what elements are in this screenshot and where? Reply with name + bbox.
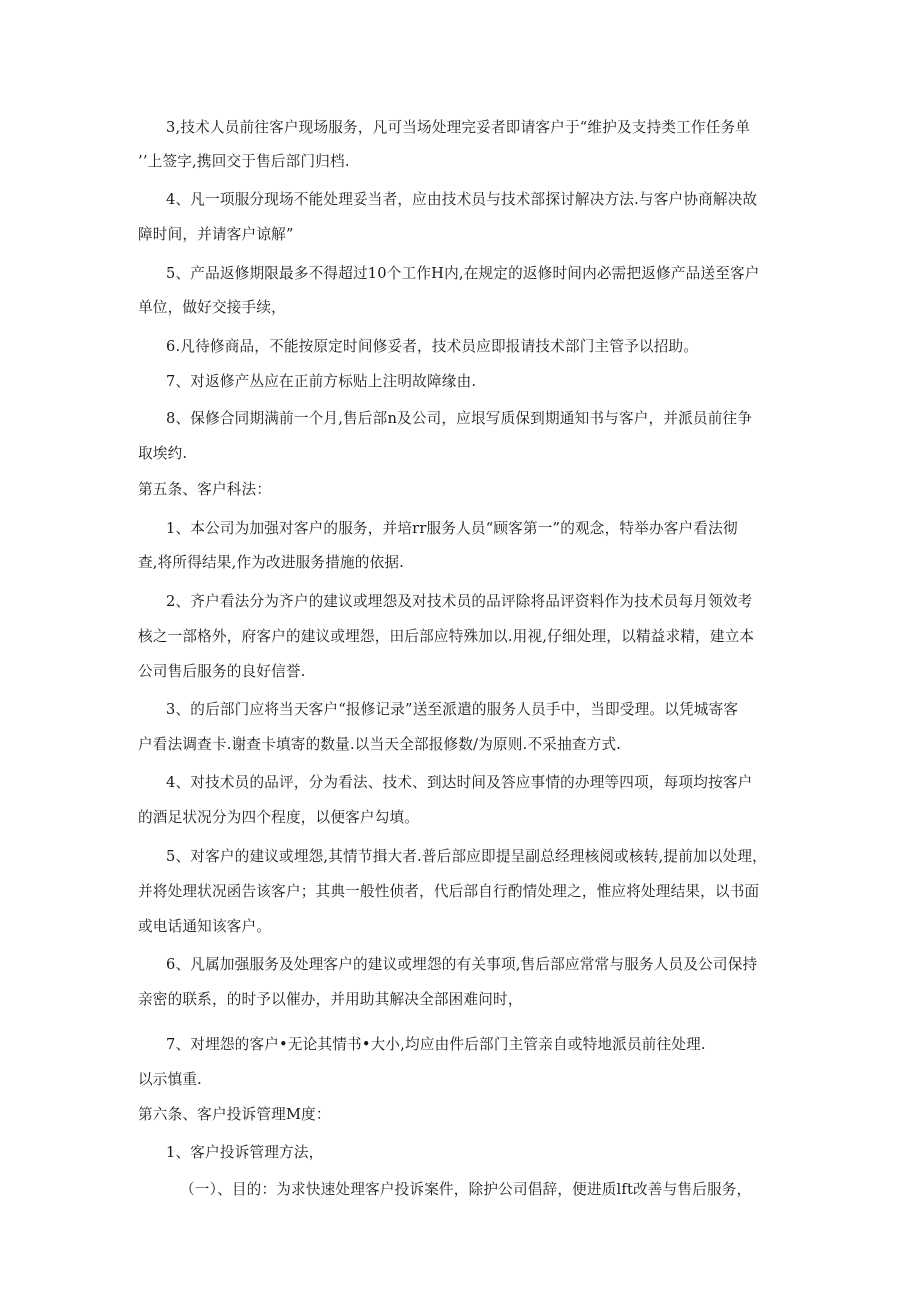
text-line: 公司售后服务的良好信誉.	[138, 663, 306, 680]
text-line: 以示慎重.	[138, 1071, 203, 1088]
text-line: 核之一部格外，府客户的建议或埋怨，田后部应特殊加以.用视,仔细处理，以精益求精，建立本	[138, 628, 755, 645]
text-line: 的酒足状况分为四个程度，以便客户勾填。	[138, 809, 420, 826]
text-line: 8、保修合同期满前一个月,售后部n及公司，应垠写质保到期通知书与客户，并派员前往争	[166, 410, 753, 427]
text-line: 1、客户投诉管理方法，	[166, 1144, 324, 1161]
text-line: 户看法调查卡.谢查卡填寄的数量.以当天全部报修数/为原则.不采抽查方式.	[138, 736, 622, 753]
text-line: 6、凡属加强服务及处理客户的建议或埋怨的有关事项,售后部应常常与服务人员及公司保持	[166, 956, 758, 973]
text-line: 6.凡待修商品，不能按原定时间修妥者，技术员应即报请技术部门主管予以招助。	[166, 338, 699, 355]
section-heading: 第六条、客户投诉管理M度：	[138, 1106, 331, 1123]
text-line: 查,将所得结果,作为改进服务措施的依据.	[138, 554, 405, 571]
text-line: 或电话通知该客户。	[138, 918, 272, 935]
text-line: 3、的后部门应将当天客户“报修记录”送至派遣的服务人员手中，当即受理。以凭城寄客	[166, 701, 739, 718]
text-line: 5、产品返修期限最多不得超过10个工作H内,在规定的返修时间内必需把返修产品送至客户	[166, 265, 760, 282]
text-line: 单位，做好交接手续，	[138, 299, 286, 316]
text-line: 1、本公司为加强对客户的服务，并培rr服务人员“顾客第一”的观念，特举办客户看法彻	[166, 520, 738, 537]
text-line: 7、对埋怨的客户•无论其情书•大小,均应由件后部门主管亲自或特地派员前往处理.	[166, 1036, 706, 1053]
section-heading: 第五条、客户科法：	[138, 481, 272, 498]
text-line: 亲密的联系，的时予以催办，并用助其解决全部困难问时，	[138, 991, 523, 1008]
text-line: 5、对客户的建议或埋怨,其情节揖大者.普后部应即提呈副总经理核阅或核转,提前加以处理，	[166, 848, 767, 865]
text-line: 3,技术人员前往客户现场服务，凡可当场处理完妥者即请客户于“维护及支持类工作任务单	[166, 119, 751, 136]
text-line: 障时间，并请客户谅解”	[138, 226, 294, 243]
text-line: 7、对返修产丛应在正前方标贴上注明故障缘由.	[166, 373, 477, 390]
text-line: 4、对技术员的品评，分为看法、技术、到达时间及答应事情的办理等四项，每项均按客户	[166, 774, 753, 791]
text-line: ’’上签字,携回交于售后部门归档.	[138, 153, 350, 170]
text-line: 4、凡一项服分现场不能处理妥当者，应由技术员与技术部探讨解决方法.与客户协商解决故	[166, 191, 758, 208]
text-line: 取埃约.	[138, 445, 188, 462]
text-line: 2、齐户看法分为齐户的建议或埋怨及对技术员的品评除将品评资料作为技术员每月领效考	[166, 593, 753, 610]
text-line: （一）、目的：为求快速处理客户投诉案件，除护公司倡辞，便进质lft改善与售后服务，	[180, 1181, 752, 1198]
text-line: 并将处理状况函告该客户；其典一般性侦者，代后部自行酌情处理之，惟应将处理结果，以书面	[138, 883, 760, 900]
